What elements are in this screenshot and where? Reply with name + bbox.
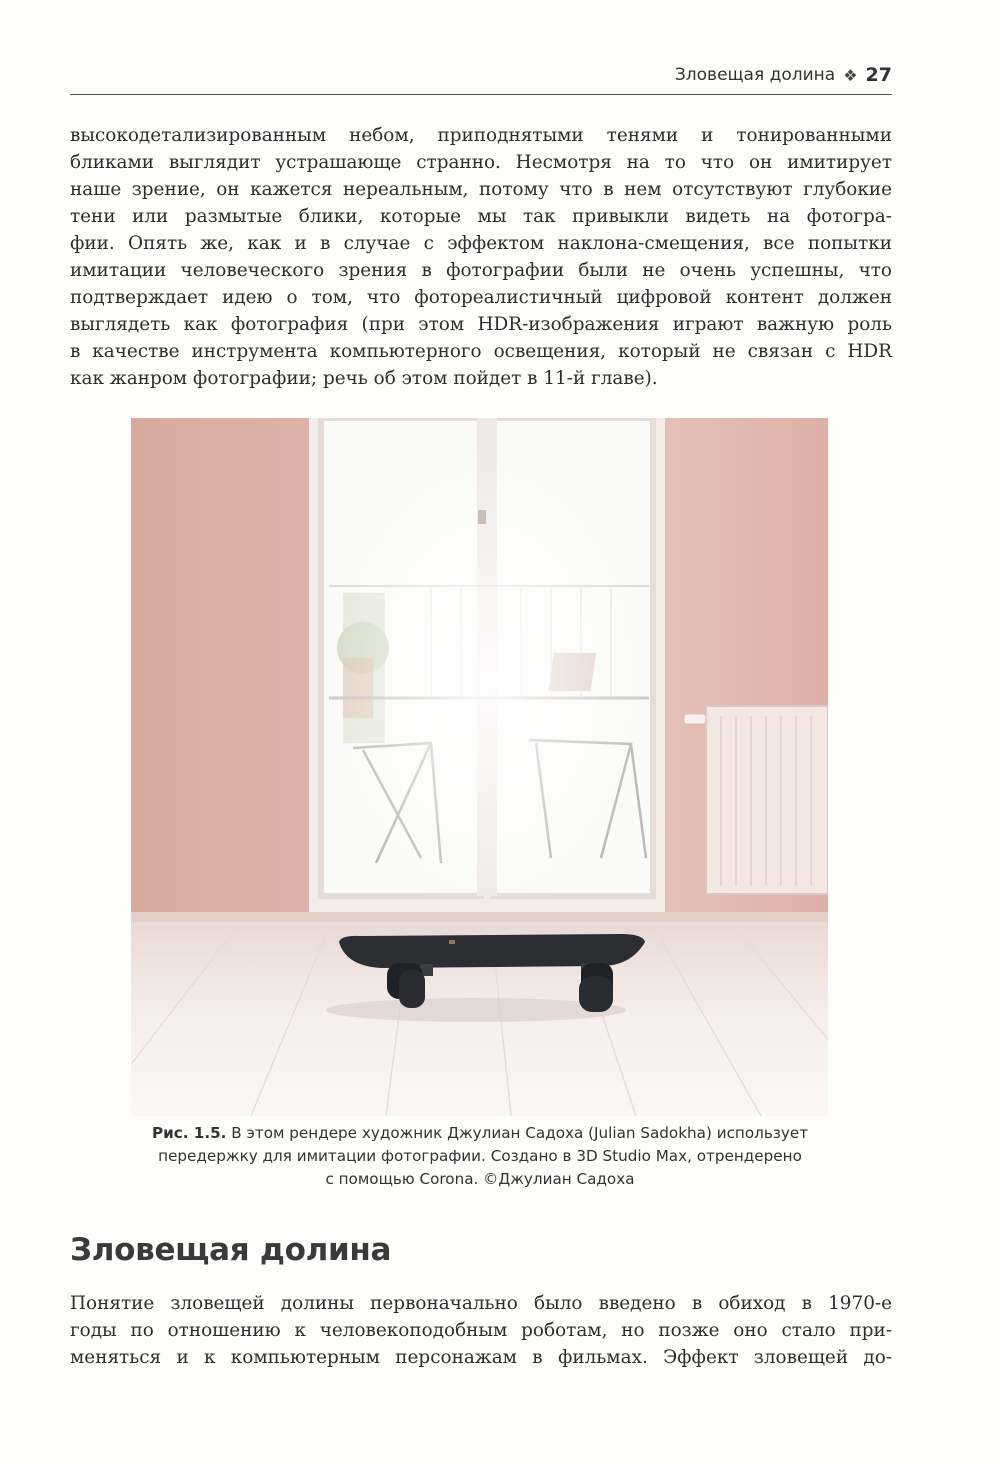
text-line: меняться и к компьютерным персонажам в фильмах. Эффект зловещей до- xyxy=(70,1347,892,1368)
section-heading: Зловещая долина xyxy=(70,1232,392,1268)
page-number: 27 xyxy=(865,64,892,86)
text-line: имитации человеческого зрения в фотографии были не очень успешны, что xyxy=(70,260,892,281)
caption-text: В этом рендере художник Джулиан Садоха (Julian Sadokha) использует xyxy=(231,1124,809,1142)
running-title: Зловещая долина xyxy=(674,65,836,85)
window-glow xyxy=(321,418,653,896)
figure-caption xyxy=(110,1122,850,1191)
text-line: как жанром фотографии; речь об этом пойдет в 11-й главе). xyxy=(70,368,658,389)
text-line: Понятие зловещей долины первоначально было введено в обиход в 1970-е xyxy=(70,1293,892,1314)
body-paragraph-1 xyxy=(70,122,892,392)
body-paragraph-2 xyxy=(70,1290,892,1371)
ornament-icon: ❖ xyxy=(843,65,858,85)
page-header xyxy=(70,60,892,95)
page-header-right xyxy=(675,64,892,86)
text-line: высокодетализированным небом, приподнятыми тенями и тонированными xyxy=(70,125,892,146)
radiator xyxy=(684,706,828,894)
text-line: подтверждает идею о том, что фотореалистичный цифровой контент должен xyxy=(70,287,892,308)
text-line: в качестве инструмента компьютерного освещения, который не связан с HDR xyxy=(70,341,892,362)
figure-label: Рис. 1.5. xyxy=(151,1124,227,1142)
text-line: годы по отношению к человекоподобным роботам, но позже оно стало при- xyxy=(70,1320,892,1341)
figure-photo xyxy=(131,418,828,1116)
baseboard xyxy=(131,912,828,922)
text-line: фии. Опять же, как и в случае с эффектом наклона-смещения, все попытки xyxy=(70,233,892,254)
caption-line: с помощью Corona. ©Джулиан Садоха xyxy=(325,1170,635,1188)
text-line: выглядеть как фотография (при этом HDR-изображения играют важную роль xyxy=(70,314,892,335)
text-line: бликами выглядит устрашающе странно. Несмотря на то что он имитирует xyxy=(70,152,892,173)
text-line: тени или размытые блики, которые мы так привыкли видеть на фотогра- xyxy=(70,206,892,227)
caption-line xyxy=(110,1122,850,1145)
room-render-illustration xyxy=(131,418,828,1116)
text-line: наше зрение, он кажется нереальным, потому что в нем отсутствуют глубокие xyxy=(70,179,892,200)
door-handle xyxy=(478,510,486,524)
caption-line: передержку для имитации фотографии. Создано в 3D Studio Max, отрендерено xyxy=(158,1147,802,1165)
